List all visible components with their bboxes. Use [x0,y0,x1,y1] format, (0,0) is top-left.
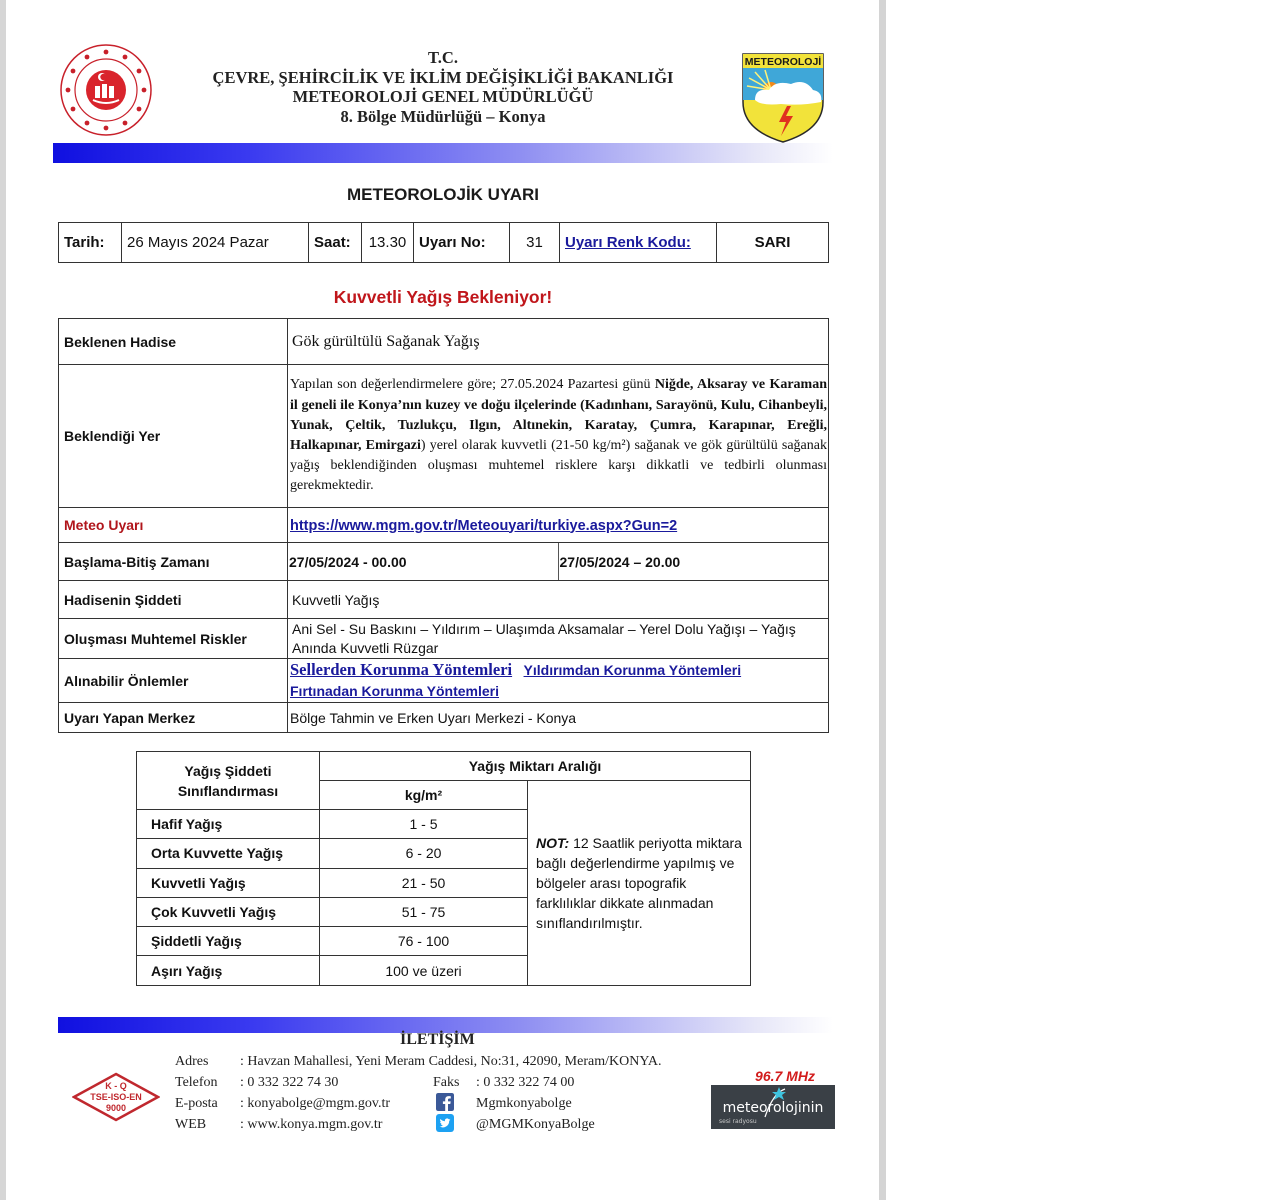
fax-value: : 0 332 322 74 00 [476,1075,575,1090]
unit-header: kg/m² [320,781,528,810]
document-header [180,48,706,126]
tse-line-1: K - Q [105,1081,127,1091]
address-label: Adres [175,1054,209,1069]
header-directorate: METEOROLOJİ GENEL MÜDÜRLÜĞÜ [292,87,594,106]
amount-range-header: Yağış Miktarı Aralığı [320,752,751,781]
time-range-label: Başlama-Bitiş Zamanı [59,543,288,581]
ministry-seal-logo [60,44,152,136]
color-code-link[interactable]: Uyarı Renk Kodu: [565,234,691,251]
warning-no-label: Uyarı No: [414,223,510,263]
warning-no-value: 31 [510,223,560,263]
fax-label: Faks [433,1075,460,1090]
warning-details-table [58,318,829,733]
web-label: WEB [175,1117,207,1132]
tse-line-2: TSE-ISO-EN [90,1092,142,1102]
classification-note [528,781,751,986]
class-range: 76 - 100 [320,927,528,956]
location-areas: Niğde, Aksaray ve Karaman il geneli ile Konya’nın kuzey ve doğu ilçelerinde (Kadınhanı, Sarayönü, Kulu, Cihanbeyli, Yunak, Çeltik, Tuzlukçu, Ilgın, Altınekin, Karatay, Çumra, Karapınar, Ereğli, Halkapınar, Emirgazi [290,377,827,453]
storm-protection-link[interactable]: Fırtınadan Korunma Yöntemleri [290,683,499,699]
radio-frequency: 96.7 MHz [755,1068,815,1084]
class-name: Şiddetli Yağış [137,927,320,956]
table-row [59,581,829,619]
risks-value: Ani Sel - Su Baskını – Yıldırım – Ulaşımda Aksamalar – Yerel Dolu Yağışı – Yağış Anında Kuvvetli Rüzgar [288,619,829,659]
facebook-icon[interactable] [436,1093,454,1111]
class-name: Kuvvetli Yağış [137,868,320,897]
document-title: METEOROLOJİK UYARI [346,185,540,204]
class-range: 21 - 50 [320,868,528,897]
meteo-warning-link[interactable]: https://www.mgm.gov.tr/Meteouyari/turkiye.aspx?Gun=2 [290,517,678,534]
time-label: Saat: [309,223,362,263]
class-name: Çok Kuvvetli Yağış [137,897,320,926]
measures-label: Alınabilir Önlemler [59,659,288,703]
class-name: Hafif Yağış [137,810,320,839]
table-row [59,703,829,733]
facebook-handle[interactable]: Mgmkonyabolge [476,1096,572,1111]
note-label: NOT: [536,834,570,851]
header-gradient-bar [53,143,833,163]
class-name: Orta Kuvvette Yağış [137,839,320,868]
phone-label: Telefon [175,1075,218,1090]
header-ministry: ÇEVRE, ŞEHİRCİLİK VE İKLİM DEĞİŞİKLİĞİ BAKANLIĞI [212,67,674,87]
header-tc: T.C. [428,48,458,67]
table-row [59,619,829,659]
contact-labels [175,1051,218,1135]
table-row [59,659,829,703]
severity-label: Hadisenin Şiddeti [59,581,288,619]
location-label: Beklendiği Yer [59,365,288,508]
table-row [59,543,829,581]
class-range: 1 - 5 [320,810,528,839]
phone-value: : 0 332 322 74 30 [240,1075,339,1090]
event-value: Gök gürültülü Sağanak Yağış [288,319,829,365]
contact-title: İLETİŞİM [400,1031,475,1048]
warning-info-table [58,222,829,263]
table-row [59,508,829,543]
class-range: 51 - 75 [320,897,528,926]
end-time: 27/05/2024 – 20.00 [559,553,681,570]
twitter-handle[interactable]: @MGMKonyaBolge [476,1117,595,1132]
classification-header: Yağış Şiddeti Sınıflandırması [137,752,320,810]
center-value: Bölge Tahmin ve Erken Uyarı Merkezi - Konya [288,703,829,733]
radio-name: meteorolojinin [722,1100,824,1116]
location-value [288,365,829,508]
flood-protection-link[interactable]: Sellerden Korunma Yöntemleri [290,660,513,679]
meteoroloji-radio-logo [711,1067,835,1129]
meteoroloji-shield-logo [741,52,825,144]
alert-heading: Kuvvetli Yağış Bekleniyor! [333,287,553,307]
twitter-icon[interactable] [436,1114,454,1132]
header-regional-office: 8. Bölge Müdürlüğü – Konya [340,106,546,126]
class-range: 100 ve üzeri [320,956,528,985]
radio-subtitle: sesi radyosu [719,1118,757,1125]
table-row [59,365,829,508]
color-code-value: SARI [717,223,829,263]
rain-classification-table [136,751,751,986]
start-time: 27/05/2024 - 00.00 [288,543,558,580]
center-label: Uyarı Yapan Merkez [59,703,288,733]
tse-iso-certification-logo [72,1072,160,1122]
class-range: 6 - 20 [320,839,528,868]
location-intro: Yapılan son değerlendirmelere göre; 27.05.2024 Pazartesi günü [290,377,655,393]
lightning-protection-link[interactable]: Yıldırımdan Korunma Yöntemleri [523,662,742,678]
note-text: 12 Saatlik periyotta miktara bağlı değerlendirme yapılmış ve bölgeler arası topografik farklılıklar dikkate alınmadan sınıflandırılmıştır. [536,834,742,931]
email-label: E-posta [175,1096,218,1111]
risks-label: Oluşması Muhtemel Riskler [59,619,288,659]
tse-line-3: 9000 [105,1103,127,1113]
table-row [59,319,829,365]
event-label: Beklenen Hadise [59,319,288,365]
location-outro: ) yerel olarak kuvvetli (21-50 kg/m²) sağanak ve gök gürültülü sağanak yağış beklendiğinden oluşması muhtemel risklere karşı dikkatli ve tedbirli olunması gerekmektedir. [290,438,827,494]
address-value: : Havzan Mahallesi, Yeni Meram Caddesi, No:31, 42090, Meram/KONYA. [240,1054,662,1069]
time-value: 13.30 [362,223,414,263]
date-label: Tarih: [59,223,122,263]
class-name: Aşırı Yağış [137,956,320,985]
severity-value: Kuvvetli Yağış [288,581,829,619]
web-value[interactable]: : www.konya.mgm.gov.tr [240,1117,383,1132]
date-value: 26 Mayıs 2024 Pazar [122,223,309,263]
meteo-warning-label: Meteo Uyarı [59,508,288,543]
svg-text:METEOROLOJİ: METEOROLOJİ [744,56,822,68]
viewer-page-edge [879,0,886,1200]
email-value[interactable]: : konyabolge@mgm.gov.tr [240,1096,391,1111]
